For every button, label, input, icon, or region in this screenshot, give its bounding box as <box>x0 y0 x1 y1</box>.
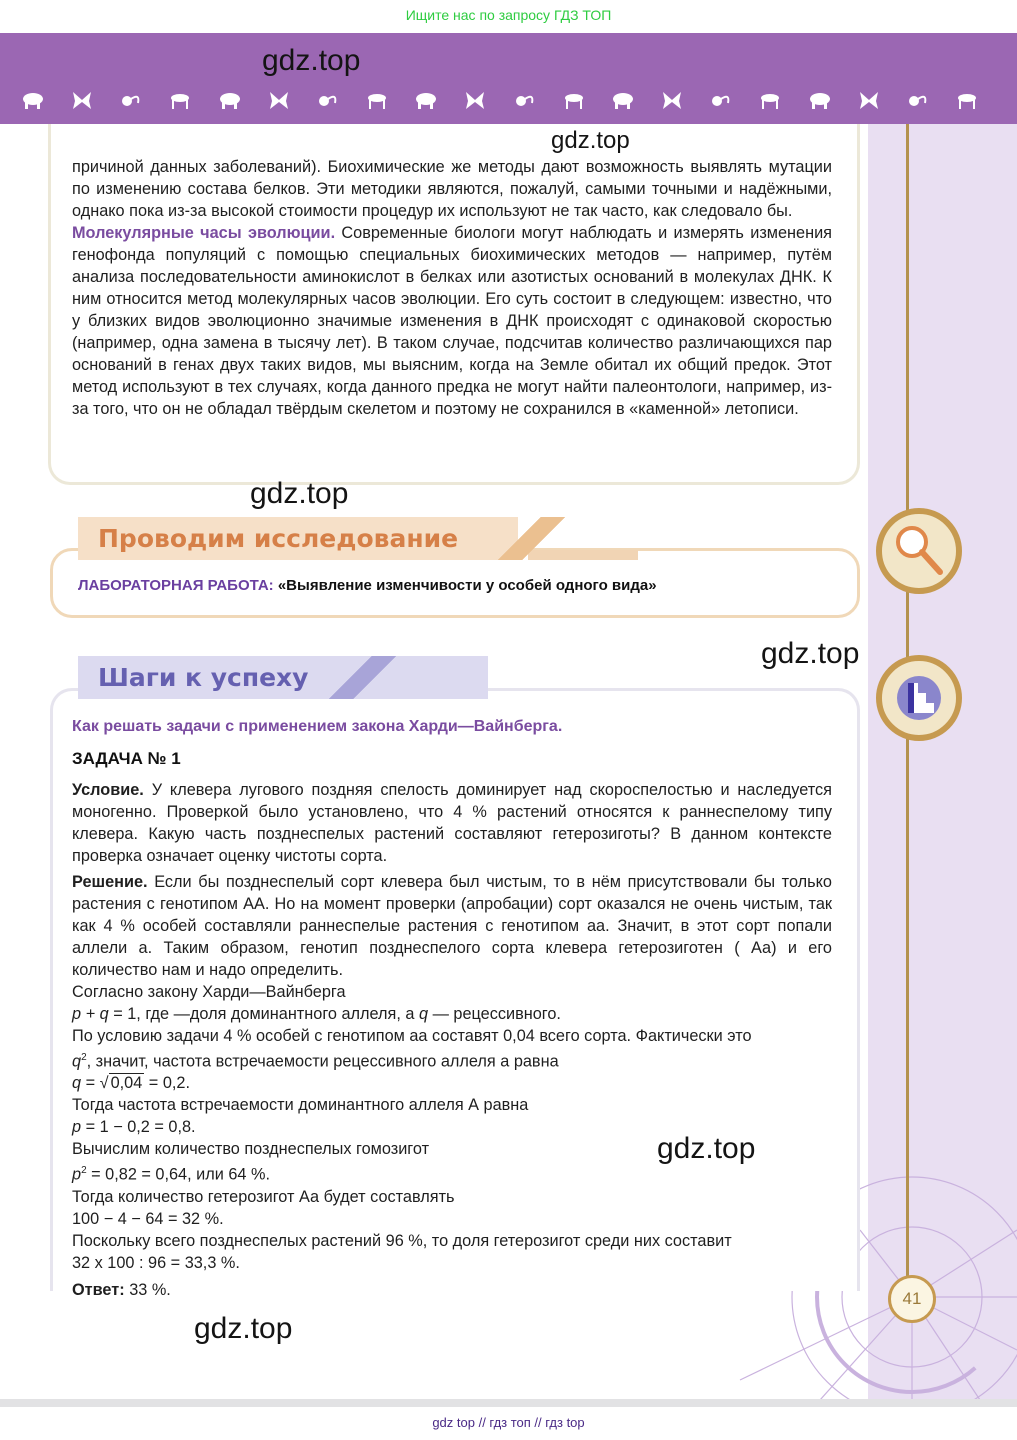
task-title: ЗАДАЧА № 1 <box>72 749 181 768</box>
condition-text: У клевера лугового поздняя спелость доминирует над скороспелостью и наследуется моногенно. Проверкой было установлено, что 4 % растений относятся к раннеспелому типу клевера. Какую часть позднеспелых растений составляют гетерозиготы? В данном контексте проверка означает оценку чистоты сорта. <box>72 781 832 865</box>
banner-tail <box>320 656 450 699</box>
line-hardy: Согласно закону Харди—Вайнберга <box>72 983 346 1001</box>
line-p2: $p^2 = 0,82 = 0,64$, или 64 %. <box>72 1165 271 1184</box>
line-32: 100 − 4 − 64 = 32 %. <box>72 1209 224 1228</box>
stairs-icon <box>876 655 962 741</box>
search-promo-banner[interactable]: Ищите нас по запросу ГДЗ ТОП <box>405 7 612 23</box>
line-q-sqrt: q = √ 0,04 = 0,2. <box>72 1074 190 1093</box>
paragraph-biochemical: причиной данных заболеваний). Биохимические же методы дают возможность выявлять мутации по изменению состава белков. Эти методики являются, пожалуй, самыми точными и надёжными, однако пока из-за высокой стоимости процедур их используют не так часто, как следовало бы. <box>72 158 832 220</box>
answer-label: Ответ: <box>72 1280 125 1299</box>
line-p: p = 1 − 0,2 = 0,8. <box>72 1118 196 1137</box>
footer-links[interactable]: gdz top // гдз топ // гдз top <box>432 1415 585 1430</box>
molecular-clock-text: Современные биологи могут наблюдать и измерять изменения генофонда популяций с помощью специальных биохимических методов — например, путём анализа последовательности аминокислот в белках или азотистых оснований в молекулах ДНК. К ним относится метод молекулярных часов эволюции. Его суть состоит в следующем: известно, что у близких видов эволюционно значимые изменения в ДНК происходят с одинаковой скоростью (например, одна замена в тысячу лет). В таком случае, подсчитав количество различающихся пар оснований в генах двух таких видов, мы выясним, когда на Земле обитал их общий предок. Этот метод используют в тех случаях, когда данного предка не могут найти палеонтологи, например, из-за того, что он не обладал твёрдым скелетом и поэтому не сохранился в «каменной» летописи. <box>72 224 832 418</box>
line-96: Поскольку всего позднеспелых растений 96 %, то доля гетерозигот среди них составит <box>72 1231 732 1250</box>
magnifier-icon <box>876 508 962 594</box>
solution-text: Если бы позднеспелый сорт клевера был чистым, то в нём присутствовали бы только растения с генотипом АА. Но на момент проверки (апробации) сорт оказался не очень чистым, так как 4 % особей составляли раннеспелые растения с генотипом аа. Значит, в этот сорт попали аллели а. Таким образом, генотип позднеспелого сорта клевера гетерозиготен ( Аа) и его количество нам и надо определить. <box>72 873 832 979</box>
bottom-divider <box>0 1399 1017 1407</box>
page-number: 41 <box>888 1275 936 1323</box>
lab-work-line <box>78 577 657 594</box>
research-banner: Проводим исследование <box>78 517 518 560</box>
line-q2: $q^2$, значит, частота встречаемости рецессивного аллеля а равна <box>72 1052 559 1071</box>
watermark: gdz.top <box>194 1312 293 1345</box>
line-homozygotes: Вычислим количество позднеспелых гомозигот <box>72 1140 430 1159</box>
line-formula: p + q = 1, где —доля доминантного аллеля, а q — рецессивного. <box>72 1005 561 1023</box>
section1-text <box>72 156 832 420</box>
solution-label: Решение. <box>72 873 148 891</box>
answer-value: 33 %. <box>124 1280 171 1299</box>
banner-tail <box>480 517 640 560</box>
condition-paragraph <box>72 779 832 867</box>
line-dominant: Тогда частота встречаемости доминантного аллеля А равна <box>72 1096 529 1115</box>
line-33: 32 х 100 : 96 = 33,3 %. <box>72 1253 240 1272</box>
task-text <box>72 779 832 1301</box>
watermark: gdz.top <box>250 477 349 510</box>
watermark: gdz.top <box>761 637 860 670</box>
watermark: gdz.top <box>657 1132 756 1165</box>
paragraph-molecular-clock <box>72 222 832 420</box>
line-condition-q: По условию задачи 4 % особей с генотипом аа составят 0,04 всего сорта. Фактически это <box>72 1027 752 1045</box>
molecular-clock-heading: Молекулярные часы эволюции. <box>72 224 336 242</box>
line-heterozygotes: Тогда количество гетерозигот Аа будет составлять <box>72 1187 455 1206</box>
method-title: Как решать задачи с применением закона Харди—Вайнберга. <box>72 718 563 735</box>
answer-line <box>72 1279 832 1301</box>
lab-work-title[interactable]: «Выявление изменчивости у особей одного вида» <box>273 577 657 594</box>
condition-label: Условие. <box>72 781 144 799</box>
lab-work-label: ЛАБОРАТОРНАЯ РАБОТА: <box>78 577 274 594</box>
solution-paragraph <box>72 871 832 981</box>
watermark: gdz.top <box>262 44 361 77</box>
watermark: gdz.top <box>551 127 630 154</box>
steps-banner: Шаги к успеху <box>78 656 488 699</box>
